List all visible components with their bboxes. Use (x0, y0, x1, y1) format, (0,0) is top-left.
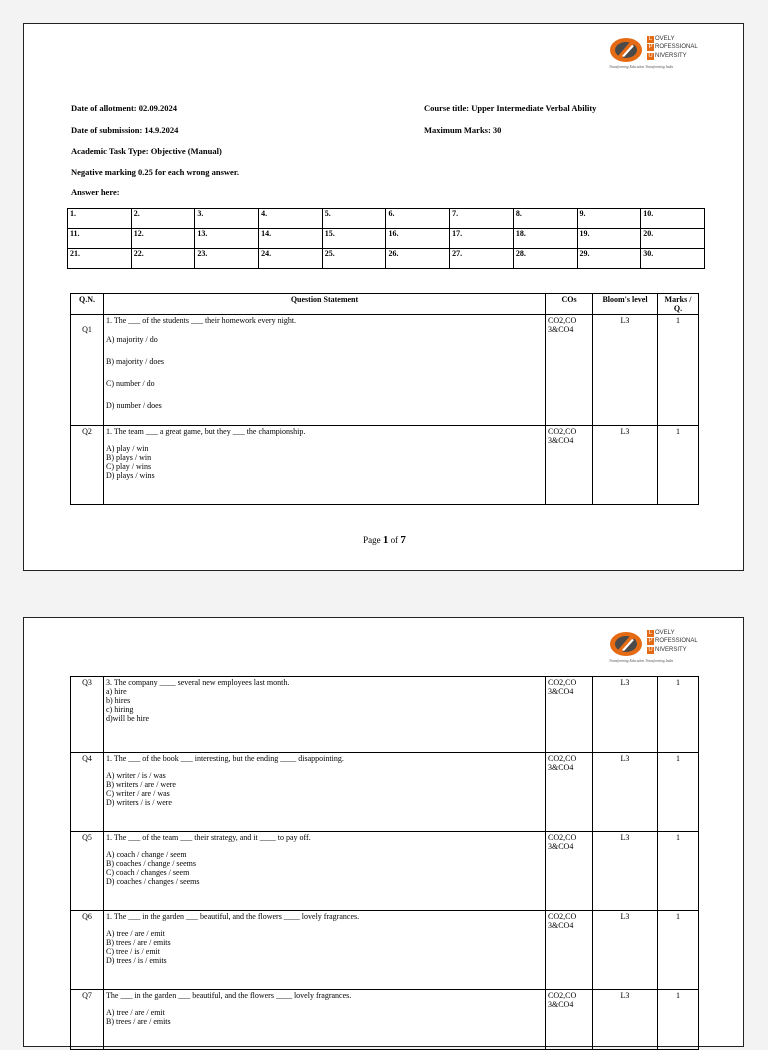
answer-cell: 7. (450, 209, 514, 229)
logo-wordmark: L OVELY P ROFESSIONAL U NIVERSITY (648, 36, 698, 59)
answer-option: D) coaches / changes / seems (106, 877, 200, 886)
answer-cell: 29. (577, 249, 641, 269)
date-of-submission: Date of submission: 14.9.2024 (71, 125, 179, 135)
answer-option: A) writer / is / was (106, 771, 166, 780)
task-type: Academic Task Type: Objective (Manual) (71, 146, 222, 156)
course-outcomes: CO2,CO 3&CO4 (546, 315, 593, 426)
answer-option: C) number / do (106, 379, 155, 388)
blooms-level: L3 (593, 832, 658, 911)
question-statement (104, 426, 546, 505)
question-statement (104, 832, 546, 911)
answer-option: A) coach / change / seem (106, 850, 187, 859)
negative-marking-note: Negative marking 0.25 for each wrong answer. (71, 167, 239, 177)
university-logo (609, 34, 699, 72)
question-text: 3. The company ____ several new employees last month. (106, 678, 290, 687)
question-row (71, 990, 699, 1050)
answer-cell: 23. (195, 249, 259, 269)
question-row (71, 753, 699, 832)
document-page-1 (23, 23, 744, 571)
blooms-level: L3 (593, 911, 658, 990)
answer-option: C) tree / is / emit (106, 947, 160, 956)
answer-option: b) hires (106, 696, 131, 705)
blooms-level: L3 (593, 315, 658, 426)
answer-option: D) trees / is / emits (106, 956, 167, 965)
answer-option: B) trees / are / emits (106, 1017, 171, 1026)
answer-grid-row (68, 249, 705, 269)
answer-cell: 3. (195, 209, 259, 229)
answer-cell: 15. (322, 229, 386, 249)
answer-cell: 14. (259, 229, 323, 249)
course-outcomes: CO2,CO 3&CO4 (546, 832, 593, 911)
header-blooms-level: Bloom's level (593, 294, 658, 315)
header-qn: Q.N. (71, 294, 104, 315)
question-statement (104, 990, 546, 1050)
question-row (71, 426, 699, 505)
question-text: 1. The team ___ a great game, but they ___ the championship. (106, 427, 306, 436)
marks-value: 1 (658, 753, 699, 832)
header-marks: Marks / Q. (658, 294, 699, 315)
answer-cell: 16. (386, 229, 450, 249)
maximum-marks: Maximum Marks: 30 (424, 125, 502, 135)
lpu-emblem-icon (609, 631, 643, 657)
question-table-page-1 (70, 293, 699, 505)
logo-wordmark: L OVELY P ROFESSIONAL U NIVERSITY (648, 630, 698, 653)
answer-cell: 19. (577, 229, 641, 249)
question-text: 1. The ___ of the students ___ their homework every night. (106, 316, 297, 325)
answer-cell: 28. (513, 249, 577, 269)
answer-cell: 13. (195, 229, 259, 249)
marks-value: 1 (658, 426, 699, 505)
answer-option: d)will be hire (106, 714, 150, 723)
question-table-page-2 (70, 676, 699, 1050)
answer-cell: 30. (641, 249, 705, 269)
blooms-level: L3 (593, 990, 658, 1050)
answer-cell: 1. (68, 209, 132, 229)
table-header-row (71, 294, 699, 315)
question-text: The ___ in the garden ___ beautiful, and the flowers ____ lovely fragrances. (106, 991, 352, 1000)
question-number: Q1 (71, 315, 104, 426)
question-statement (104, 677, 546, 753)
header-cos: COs (546, 294, 593, 315)
blooms-level: L3 (593, 426, 658, 505)
course-outcomes: CO2,CO 3&CO4 (546, 911, 593, 990)
answer-option: D) number / does (106, 401, 162, 410)
answer-cell: 24. (259, 249, 323, 269)
question-row (71, 677, 699, 753)
course-outcomes: CO2,CO 3&CO4 (546, 426, 593, 505)
logo-tagline: Transforming Education Transforming India (609, 659, 674, 663)
answer-cell: 5. (322, 209, 386, 229)
answer-cell: 21. (68, 249, 132, 269)
answer-option: C) play / wins (106, 462, 152, 471)
answer-cell: 11. (68, 229, 132, 249)
answer-cell: 27. (450, 249, 514, 269)
question-number: Q7 (71, 990, 104, 1050)
answer-option: A) play / win (106, 444, 149, 453)
course-outcomes: CO2,CO 3&CO4 (546, 990, 593, 1050)
answer-cell: 26. (386, 249, 450, 269)
answer-grid (67, 208, 705, 269)
question-row (71, 911, 699, 990)
logo-tagline: Transforming Education Transforming India (609, 65, 674, 69)
question-number: Q5 (71, 832, 104, 911)
answer-cell: 20. (641, 229, 705, 249)
marks-value: 1 (658, 315, 699, 426)
answer-option: B) trees / are / emits (106, 938, 171, 947)
lpu-emblem-icon (609, 37, 643, 63)
marks-value: 1 (658, 990, 699, 1050)
answer-option: c) hiring (106, 705, 134, 714)
answer-cell: 9. (577, 209, 641, 229)
question-text: 1. The ___ of the team ___ their strategy, and it ____ to pay off. (106, 833, 311, 842)
question-text: 1. The ___ in the garden ___ beautiful, and the flowers ____ lovely fragrances. (106, 912, 360, 921)
answer-cell: 8. (513, 209, 577, 229)
course-outcomes: CO2,CO 3&CO4 (546, 677, 593, 753)
answer-option: D) plays / wins (106, 471, 155, 480)
course-title: Course title: Upper Intermediate Verbal Ability (424, 103, 597, 113)
answer-here-label: Answer here: (71, 187, 120, 197)
answer-option: C) writer / are / was (106, 789, 170, 798)
answer-option: A) majority / do (106, 335, 158, 344)
university-logo (609, 628, 699, 666)
question-statement (104, 753, 546, 832)
answer-option: B) majority / does (106, 357, 164, 366)
answer-cell: 10. (641, 209, 705, 229)
document-page-2 (23, 617, 744, 1047)
answer-option: a) hire (106, 687, 127, 696)
marks-value: 1 (658, 832, 699, 911)
marks-value: 1 (658, 677, 699, 753)
answer-option: A) tree / are / emit (106, 1008, 165, 1017)
answer-cell: 22. (131, 249, 195, 269)
question-number: Q6 (71, 911, 104, 990)
answer-cell: 6. (386, 209, 450, 229)
answer-cell: 17. (450, 229, 514, 249)
answer-grid-row (68, 229, 705, 249)
page-number: Page 1 of 7 (363, 534, 406, 546)
blooms-level: L3 (593, 753, 658, 832)
marks-value: 1 (658, 911, 699, 990)
answer-option: C) coach / changes / seem (106, 868, 190, 877)
question-row (71, 832, 699, 911)
answer-cell: 25. (322, 249, 386, 269)
answer-option: B) plays / win (106, 453, 152, 462)
answer-option: A) tree / are / emit (106, 929, 165, 938)
answer-cell: 12. (131, 229, 195, 249)
date-of-allotment: Date of allotment: 02.09.2024 (71, 103, 177, 113)
answer-option: B) writers / are / were (106, 780, 176, 789)
question-number: Q3 (71, 677, 104, 753)
answer-cell: 4. (259, 209, 323, 229)
answer-option: B) coaches / change / seems (106, 859, 196, 868)
answer-option: D) writers / is / were (106, 798, 172, 807)
answer-grid-row (68, 209, 705, 229)
question-number: Q4 (71, 753, 104, 832)
course-outcomes: CO2,CO 3&CO4 (546, 753, 593, 832)
question-text: 1. The ___ of the book ___ interesting, but the ending ____ disappointing. (106, 754, 344, 763)
question-statement (104, 315, 546, 426)
question-row (71, 315, 699, 426)
question-number: Q2 (71, 426, 104, 505)
blooms-level: L3 (593, 677, 658, 753)
answer-cell: 2. (131, 209, 195, 229)
answer-cell: 18. (513, 229, 577, 249)
question-statement (104, 911, 546, 990)
header-question-statement: Question Statement (104, 294, 546, 315)
